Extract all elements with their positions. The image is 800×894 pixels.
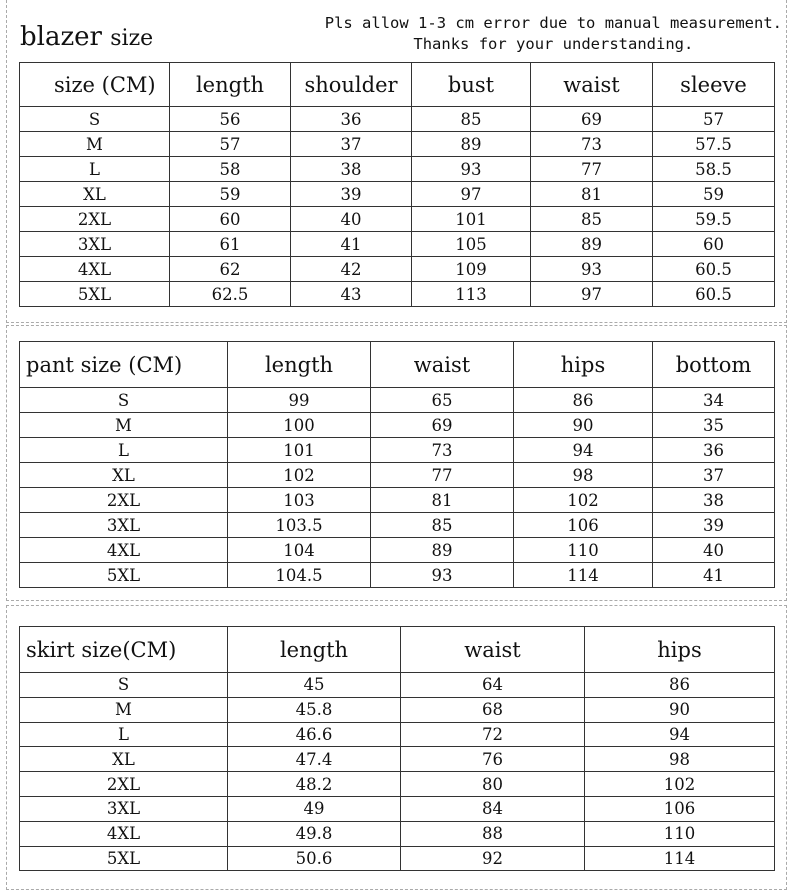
measurement-cell: 41 — [653, 563, 775, 588]
measurement-cell: 38 — [653, 488, 775, 513]
measurement-cell: 85 — [371, 513, 514, 538]
measurement-cell: 88 — [401, 821, 585, 846]
measurement-cell: 97 — [531, 282, 653, 307]
measurement-cell: 103 — [228, 488, 371, 513]
measurement-cell: 100 — [228, 413, 371, 438]
measurement-cell: 105 — [412, 232, 531, 257]
measurement-cell: 40 — [653, 538, 775, 563]
measurement-cell: 98 — [514, 463, 653, 488]
measurement-cell: 69 — [531, 107, 653, 132]
measurement-cell: 94 — [514, 438, 653, 463]
measurement-cell: 101 — [228, 438, 371, 463]
table-row — [20, 207, 775, 232]
measurement-cell: 80 — [401, 772, 585, 797]
measurement-cell: 77 — [531, 157, 653, 182]
size-column-header: skirt size(CM) — [20, 627, 228, 673]
column-header: length — [170, 63, 291, 107]
size-label-cell: L — [20, 157, 170, 182]
measurement-cell: 61 — [170, 232, 291, 257]
measurement-cell: 50.6 — [228, 846, 401, 871]
size-label-cell: XL — [20, 747, 228, 772]
size-label-cell: 3XL — [20, 796, 228, 821]
measurement-cell: 49.8 — [228, 821, 401, 846]
column-header: waist — [401, 627, 585, 673]
size-label-cell: 4XL — [20, 257, 170, 282]
measurement-cell: 103.5 — [228, 513, 371, 538]
measurement-cell: 57 — [653, 107, 775, 132]
measurement-cell: 65 — [371, 388, 514, 413]
measurement-note-line1: Pls allow 1-3 cm error due to manual measurement. — [324, 14, 782, 32]
measurement-cell: 102 — [514, 488, 653, 513]
size-label-cell: 3XL — [20, 513, 228, 538]
size-label-cell: 4XL — [20, 821, 228, 846]
measurement-cell: 34 — [653, 388, 775, 413]
measurement-cell: 110 — [514, 538, 653, 563]
measurement-cell: 35 — [653, 413, 775, 438]
table-row — [20, 722, 775, 747]
table-row — [20, 232, 775, 257]
measurement-cell: 89 — [371, 538, 514, 563]
measurement-cell: 101 — [412, 207, 531, 232]
measurement-cell: 58.5 — [653, 157, 775, 182]
table-row — [20, 772, 775, 797]
size-label-cell: 5XL — [20, 282, 170, 307]
measurement-cell: 68 — [401, 697, 585, 722]
measurement-cell: 85 — [412, 107, 531, 132]
blazer-title-suffix: size — [110, 26, 154, 51]
measurement-cell: 62.5 — [170, 282, 291, 307]
blazer-title-word: blazer — [20, 22, 102, 52]
measurement-cell: 57 — [170, 132, 291, 157]
measurement-cell: 56 — [170, 107, 291, 132]
measurement-cell: 104.5 — [228, 563, 371, 588]
measurement-cell: 59 — [170, 182, 291, 207]
table-row — [20, 821, 775, 846]
measurement-cell: 77 — [371, 463, 514, 488]
table-row — [20, 538, 775, 563]
measurement-cell: 60 — [653, 232, 775, 257]
table-row — [20, 463, 775, 488]
measurement-cell: 73 — [371, 438, 514, 463]
measurement-cell: 106 — [585, 796, 775, 821]
column-header: length — [228, 342, 371, 388]
table-row — [20, 132, 775, 157]
measurement-cell: 97 — [412, 182, 531, 207]
measurement-cell: 81 — [371, 488, 514, 513]
measurement-cell: 49 — [228, 796, 401, 821]
measurement-cell: 89 — [531, 232, 653, 257]
measurement-cell: 37 — [653, 463, 775, 488]
size-column-header: pant size (CM) — [20, 342, 228, 388]
measurement-note — [325, 13, 782, 55]
pant-size-table — [19, 341, 775, 588]
measurement-cell: 69 — [371, 413, 514, 438]
measurement-cell: 93 — [371, 563, 514, 588]
measurement-cell: 89 — [412, 132, 531, 157]
measurement-cell: 114 — [585, 846, 775, 871]
size-label-cell: M — [20, 697, 228, 722]
measurement-cell: 42 — [291, 257, 412, 282]
measurement-cell: 45 — [228, 673, 401, 698]
measurement-cell: 36 — [291, 107, 412, 132]
measurement-cell: 46.6 — [228, 722, 401, 747]
measurement-cell: 92 — [401, 846, 585, 871]
column-header: waist — [371, 342, 514, 388]
measurement-cell: 104 — [228, 538, 371, 563]
column-header: sleeve — [653, 63, 775, 107]
size-label-cell: 5XL — [20, 846, 228, 871]
measurement-cell: 76 — [401, 747, 585, 772]
size-label-cell: 2XL — [20, 488, 228, 513]
measurement-note-line2: Thanks for your understanding. — [413, 35, 694, 53]
measurement-cell: 98 — [585, 747, 775, 772]
measurement-cell: 86 — [585, 673, 775, 698]
measurement-cell: 73 — [531, 132, 653, 157]
measurement-cell: 86 — [514, 388, 653, 413]
measurement-cell: 90 — [585, 697, 775, 722]
table-row — [20, 747, 775, 772]
size-label-cell: M — [20, 413, 228, 438]
measurement-cell: 72 — [401, 722, 585, 747]
column-header: shoulder — [291, 63, 412, 107]
table-header-row — [20, 63, 775, 107]
table-row — [20, 282, 775, 307]
table-row — [20, 388, 775, 413]
table-row — [20, 438, 775, 463]
measurement-cell: 110 — [585, 821, 775, 846]
size-label-cell: S — [20, 673, 228, 698]
measurement-cell: 93 — [412, 157, 531, 182]
size-label-cell: S — [20, 107, 170, 132]
column-header: bottom — [653, 342, 775, 388]
table-row — [20, 673, 775, 698]
measurement-cell: 84 — [401, 796, 585, 821]
blazer-size-table — [19, 62, 775, 307]
size-column-header: size (CM) — [20, 63, 170, 107]
size-label-cell: L — [20, 722, 228, 747]
size-label-cell: XL — [20, 463, 228, 488]
size-label-cell: 2XL — [20, 772, 228, 797]
measurement-cell: 62 — [170, 257, 291, 282]
table-row — [20, 257, 775, 282]
table-row — [20, 413, 775, 438]
measurement-cell: 58 — [170, 157, 291, 182]
size-label-cell: S — [20, 388, 228, 413]
table-header-row — [20, 627, 775, 673]
measurement-cell: 64 — [401, 673, 585, 698]
table-row — [20, 157, 775, 182]
measurement-cell: 59 — [653, 182, 775, 207]
table-row — [20, 697, 775, 722]
size-label-cell: 4XL — [20, 538, 228, 563]
table-row — [20, 846, 775, 871]
measurement-cell: 114 — [514, 563, 653, 588]
measurement-cell: 90 — [514, 413, 653, 438]
measurement-cell: 102 — [585, 772, 775, 797]
table-header-row — [20, 342, 775, 388]
table-row — [20, 488, 775, 513]
measurement-cell: 106 — [514, 513, 653, 538]
table-row — [20, 107, 775, 132]
measurement-cell: 93 — [531, 257, 653, 282]
measurement-cell: 109 — [412, 257, 531, 282]
measurement-cell: 60.5 — [653, 282, 775, 307]
measurement-cell: 40 — [291, 207, 412, 232]
column-header: hips — [585, 627, 775, 673]
measurement-cell: 43 — [291, 282, 412, 307]
measurement-cell: 113 — [412, 282, 531, 307]
measurement-cell: 59.5 — [653, 207, 775, 232]
column-header: length — [228, 627, 401, 673]
table-row — [20, 513, 775, 538]
measurement-cell: 45.8 — [228, 697, 401, 722]
measurement-cell: 57.5 — [653, 132, 775, 157]
size-label-cell: M — [20, 132, 170, 157]
measurement-cell: 99 — [228, 388, 371, 413]
measurement-cell: 41 — [291, 232, 412, 257]
measurement-cell: 36 — [653, 438, 775, 463]
skirt-size-table — [19, 626, 775, 871]
table-row — [20, 563, 775, 588]
size-label-cell: 2XL — [20, 207, 170, 232]
size-label-cell: L — [20, 438, 228, 463]
size-label-cell: XL — [20, 182, 170, 207]
measurement-cell: 94 — [585, 722, 775, 747]
measurement-cell: 60 — [170, 207, 291, 232]
measurement-cell: 47.4 — [228, 747, 401, 772]
table-row — [20, 796, 775, 821]
blazer-title — [20, 24, 153, 50]
measurement-cell: 81 — [531, 182, 653, 207]
measurement-cell: 48.2 — [228, 772, 401, 797]
measurement-cell: 102 — [228, 463, 371, 488]
table-row — [20, 182, 775, 207]
size-label-cell: 5XL — [20, 563, 228, 588]
column-header: bust — [412, 63, 531, 107]
column-header: hips — [514, 342, 653, 388]
measurement-cell: 85 — [531, 207, 653, 232]
measurement-cell: 37 — [291, 132, 412, 157]
column-header: waist — [531, 63, 653, 107]
measurement-cell: 38 — [291, 157, 412, 182]
measurement-cell: 39 — [653, 513, 775, 538]
size-label-cell: 3XL — [20, 232, 170, 257]
measurement-cell: 39 — [291, 182, 412, 207]
measurement-cell: 60.5 — [653, 257, 775, 282]
